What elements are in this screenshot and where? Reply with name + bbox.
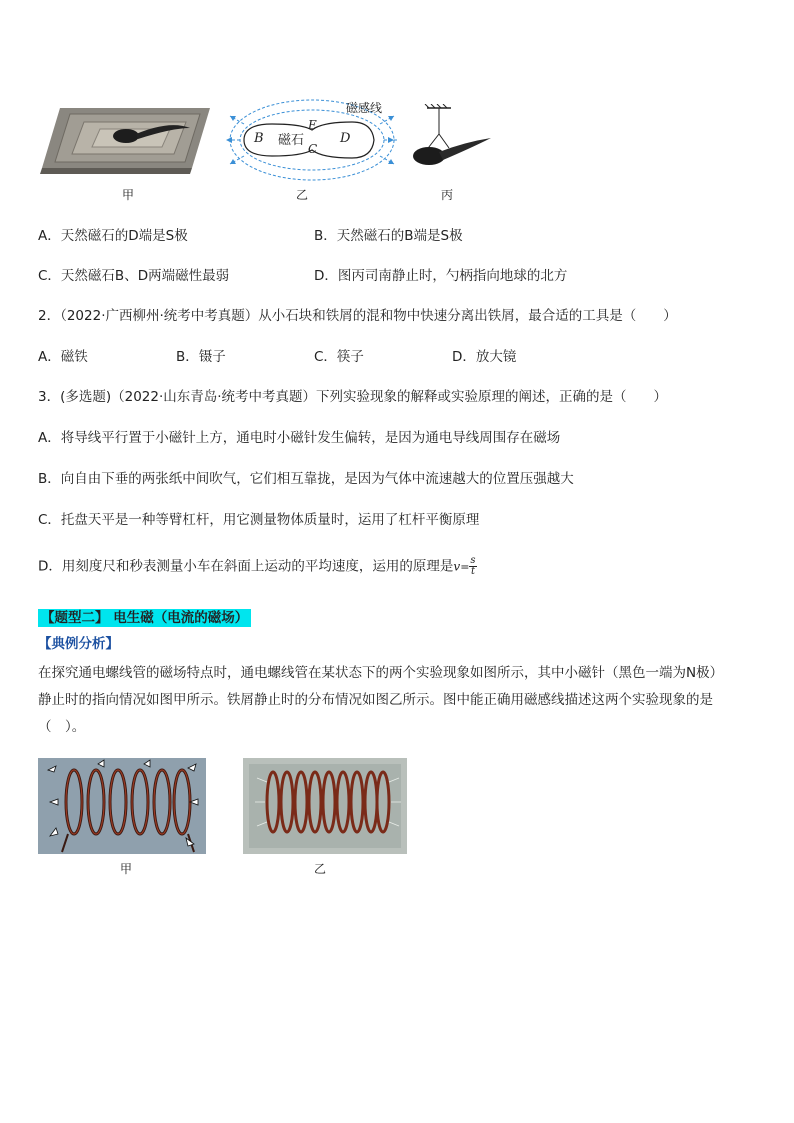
- q2-option-c: C．筷子: [314, 349, 364, 365]
- caption-jia-bottom: 甲: [119, 862, 132, 876]
- q3-option-d: [38, 556, 477, 578]
- q2-option-d: D．放大镜: [452, 349, 517, 365]
- caption-bing-top: 丙: [440, 188, 453, 202]
- para-line-3: （ ）。: [38, 719, 86, 735]
- q1-option-c: C．天然磁石B、D两端磁性最弱: [38, 268, 230, 284]
- label-E: E: [308, 118, 317, 132]
- label-D: D: [340, 131, 351, 146]
- q1-option-d: D．图丙司南静止时，勺柄指向地球的北方: [314, 268, 568, 284]
- q2-option-b: B．镊子: [176, 349, 226, 365]
- caption-yi-bottom: 乙: [313, 862, 326, 876]
- para-line-1: 在探究通电螺线管的磁场特点时，通电螺线管在某状态下的两个实验现象如图所示，其中小磁针（黑色一端为N极）: [38, 665, 724, 681]
- q2-option-a: A．磁铁: [38, 349, 88, 365]
- caption-yi-top: 乙: [295, 188, 308, 202]
- para-line-2: 静止时的指向情况如图甲所示。铁屑静止时的分布情况如图乙所示。图中能正确用磁感线描述这两个实验现象的是: [38, 692, 713, 708]
- figure-hanging-spoon: [405, 104, 497, 176]
- figure-solenoid-filings: [243, 758, 407, 854]
- label-C: C: [308, 142, 318, 156]
- q3-option-d-text: D．用刻度尺和秒表测量小车在斜面上运动的平均速度，运用的原理是: [38, 558, 454, 575]
- figure-solenoid-compass: [38, 758, 206, 854]
- label-magnet: 磁石: [278, 133, 305, 148]
- q3-stem: 3．(多选题)（2022·山东青岛·统考中考真题）下列实验现象的解释或实验原理的阐述，正确的是（ ）: [38, 389, 668, 405]
- q1-option-a: A．天然磁石的D端是S极: [38, 228, 188, 244]
- q3-option-c: C．托盘天平是一种等臂杠杆，用它测量物体质量时，运用了杠杆平衡原理: [38, 512, 480, 528]
- section-sub: 【典例分析】: [38, 636, 119, 652]
- formula-num: s: [470, 555, 476, 566]
- label-B: B: [254, 131, 264, 146]
- formula-v: v: [453, 559, 461, 574]
- q3-option-a: A．将导线平行置于小磁针上方，通电时小磁针发生偏转，是因为通电导线周围存在磁场: [38, 430, 561, 446]
- label-field-lines: 磁感线: [346, 101, 383, 115]
- formula-den: t: [470, 566, 475, 577]
- section-heading: 【题型二】 电生磁（电流的磁场）: [38, 608, 251, 628]
- formula-fraction: [469, 556, 476, 577]
- caption-jia-top: 甲: [121, 188, 134, 202]
- formula-eq: =: [460, 560, 470, 574]
- q1-option-b: B．天然磁石的B端是S极: [314, 228, 463, 244]
- q3-option-b: B．向自由下垂的两张纸中间吹气，它们相互靠拢，是因为气体中流速越大的位置压强越大: [38, 471, 574, 487]
- q2-stem: 2．（2022·广西柳州·统考中考真题）从小石块和铁屑的混和物中快速分离出铁屑，最合适的工具是（ ）: [38, 308, 677, 324]
- figure-sinan-board: [40, 98, 212, 180]
